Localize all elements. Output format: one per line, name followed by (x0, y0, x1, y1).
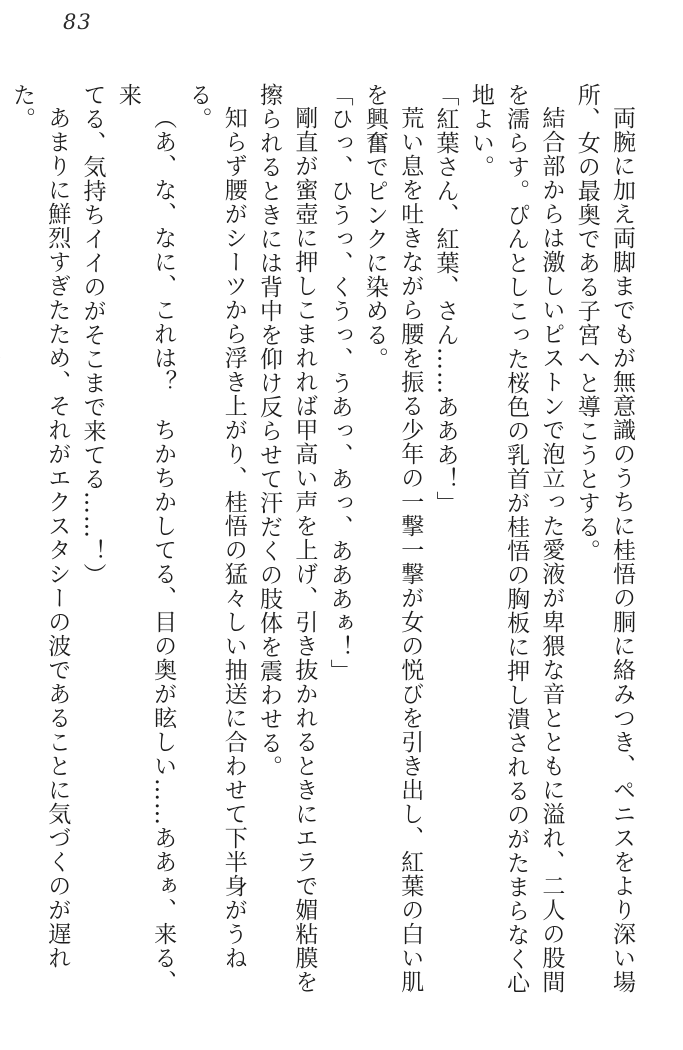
text-column (0, 83, 4, 1013)
text-column: 剛直が蜜壺に押しこまれれば甲高い声を上げ、引き抜かれるときにエラで媚粘膜を (291, 106, 318, 994)
text-column: あまりに鮮烈すぎたため、それがエクスタシーの波であることに気づくのが遅れた。 (8, 83, 71, 970)
text-column: 地よい。 (467, 83, 494, 179)
page-number: 83 (63, 10, 92, 34)
vertical-text-area (0, 83, 639, 1013)
text-column: てる、気持ちイイのがそこまで来てる……！） (79, 83, 106, 587)
text-column: 「紅葉さん、紅葉、さん……あああ！」 (432, 83, 459, 515)
text-column: を興奮でピンクに染める。 (361, 83, 388, 371)
text-column: を濡らす。ぴんとしこった桜色の乳首が桂悟の胸板に押し潰されるのがたまらなく心 (503, 83, 530, 995)
text-column: 両腕に加え両脚までもが無意識のうちに桂悟の胴に絡みつき、ペニスをより深い場 (609, 106, 635, 994)
text-column: 「ひっ、ひうっ、くうっ、うあっ、あっ、あああぁ！」 (326, 83, 353, 683)
text-column: （あ、な、なに、これは？ ちかちかしてる、目の奥が眩しい……ああぁ、来る、来 (114, 83, 177, 994)
text-column: 荒い息を吐きながら腰を振る少年の一撃一撃が女の悦びを引き出し、紅葉の白い肌 (397, 106, 424, 994)
text-column: 知らず腰がシーツから浮き上がり、桂悟の猛々しい抽送に合わせて下半身がうねる。 (185, 83, 247, 970)
text-column: 擦られるときには背中を仰け反らせて汗だくの肢体を震わせる。 (256, 83, 283, 779)
text-column: 所、女の最奥である子宮へと導こうとする。 (573, 83, 600, 563)
text-column: 結合部からは激しいピストンで泡立った愛液が卑猥な音とともに溢れ、二人の股間 (538, 106, 565, 994)
